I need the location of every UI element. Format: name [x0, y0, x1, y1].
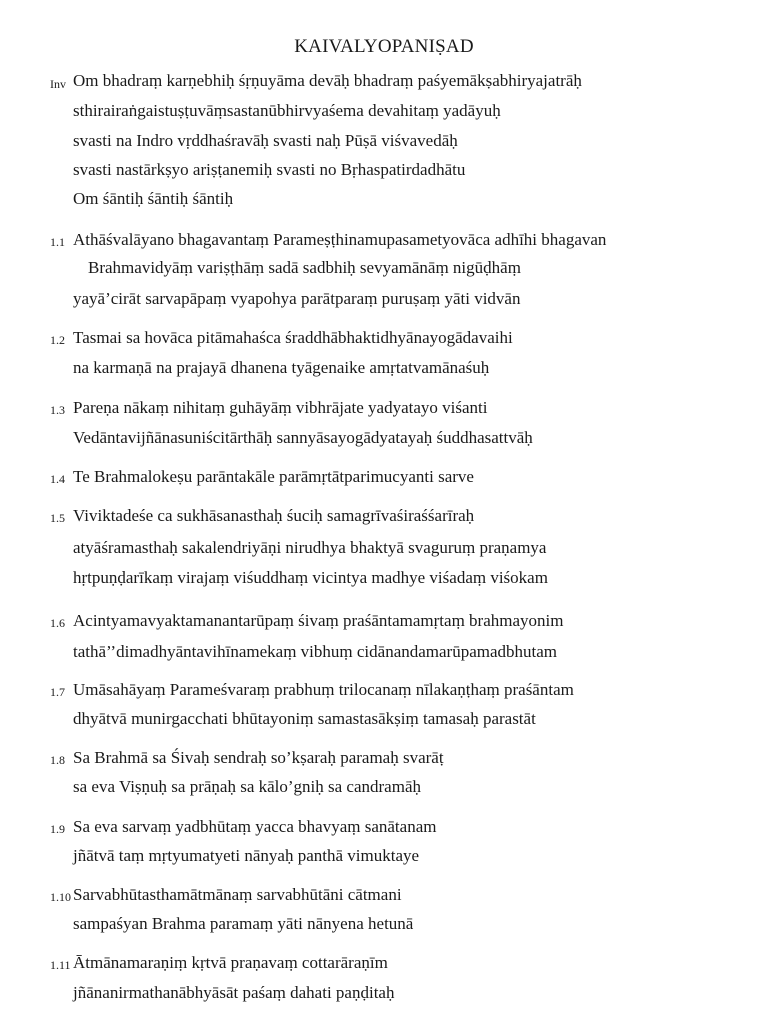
verse-line: tathā’’dimadhyāntavihīnamekaṃ vibhuṃ cidānandamarūpamadbhutam	[73, 642, 558, 661]
verse-line: Sarvabhūtasthamātmānaṃ sarvabhūtāni cātmani	[73, 885, 402, 904]
verse-number: 1.6	[50, 616, 65, 630]
verse-line: dhyātvā munirgacchati bhūtayoniṃ samastasākṣiṃ tamasaḥ parastāt	[73, 709, 536, 728]
verse-number: 1.8	[50, 753, 65, 767]
verse-line: yayā’cirāt sarvapāpaṃ vyapohya parātparaṃ puruṣaṃ yāti vidvān	[73, 289, 521, 308]
verse-number: Inv	[50, 77, 66, 91]
verse-line: na karmaṇā na prajayā dhanena tyāgenaike amṛtatvamānaśuḥ	[73, 358, 490, 377]
verse-line: atyāśramasthaḥ sakalendriyāṇi nirudhya bhaktyā svaguruṃ praṇamya	[73, 538, 547, 557]
verse-number: 1.10	[50, 890, 71, 904]
verse-number: 1.11	[50, 958, 71, 972]
verse-line: sa eva Viṣṇuḥ sa prāṇaḥ sa kālo’gniḥ sa candramāḥ	[73, 777, 421, 796]
verse-number: 1.2	[50, 333, 65, 347]
verse-line: Umāsahāyaṃ Parameśvaraṃ prabhuṃ trilocanaṃ nīlakaṇṭhaṃ praśāntam	[73, 680, 574, 699]
verse-line: jñātvā taṃ mṛtyumatyeti nānyaḥ panthā vimuktaye	[73, 846, 420, 865]
verse-line: sampaśyan Brahma paramaṃ yāti nānyena hetunā	[73, 914, 414, 933]
verse-line: Om śāntiḥ śāntiḥ śāntiḥ	[73, 189, 234, 208]
verse-line: Ātmānamaraṇiṃ kṛtvā praṇavaṃ cottarāraṇīm	[73, 953, 388, 972]
verse-line: Sa eva sarvaṃ yadbhūtaṃ yacca bhavyaṃ sanātanam	[73, 817, 437, 836]
verse-line: svasti nastārkṣyo ariṣṭanemiḥ svasti no Bṛhaspatirdadhātu	[73, 160, 466, 179]
verse-line: svasti na Indro vṛddhaśravāḥ svasti naḥ Pūṣā viśvavedāḥ	[73, 131, 458, 150]
verse-number: 1.3	[50, 403, 65, 417]
verse-line: Te Brahmalokeṣu parāntakāle parāmṛtātparimucyanti sarve	[73, 467, 474, 486]
verse-line: Om bhadraṃ karṇebhiḥ śṛṇuyāma devāḥ bhadraṃ paśyemākṣabhiryajatrāḥ	[73, 71, 582, 90]
verse-line: sthirairaṅgaistuṣṭuvāṃsastanūbhirvyaśema devahitaṃ yadāyuḥ	[73, 101, 501, 120]
verse-number: 1.1	[50, 235, 65, 249]
verse-number: 1.5	[50, 511, 65, 525]
verse-number: 1.4	[50, 472, 65, 486]
verse-line: jñānanirmathanābhyāsāt paśaṃ dahati paṇḍitaḥ	[73, 983, 395, 1002]
verse-number: 1.9	[50, 822, 65, 836]
verse-line: Acintyamavyaktamanantarūpaṃ śivaṃ praśāntamamṛtaṃ brahmayonim	[73, 611, 564, 630]
verse-line: Athāśvalāyano bhagavantaṃ Parameṣṭhinamupasametyovāca adhīhi bhagavan	[73, 230, 607, 249]
verse-line: Tasmai sa hovāca pitāmahaśca śraddhābhaktidhyānayogādavaihi	[73, 328, 513, 347]
verse-line: Viviktadeśe ca sukhāsanasthaḥ śuciḥ samagrīvaśiraśśarīraḥ	[73, 506, 475, 525]
verse-number: 1.7	[50, 685, 65, 699]
verse-line: hṛtpuṇḍarīkaṃ virajaṃ viśuddhaṃ vicintya madhye viśadaṃ viśokam	[73, 568, 548, 587]
page-title: KAIVALYOPANIṢAD	[294, 36, 474, 57]
verse-line: Pareṇa nākaṃ nihitaṃ guhāyāṃ vibhrājate yadyatayo viśanti	[73, 398, 488, 417]
verse-line: Brahmavidyāṃ variṣṭhāṃ sadā sadbhiḥ sevyamānāṃ nigūḍhāṃ	[88, 258, 521, 277]
verse-line: Sa Brahmā sa Śivaḥ sendraḥ so’kṣaraḥ paramaḥ svarāṭ	[73, 748, 444, 767]
verse-line: Vedāntavijñānasuniścitārthāḥ sannyāsayogādyatayaḥ śuddhasattvāḥ	[73, 428, 533, 447]
